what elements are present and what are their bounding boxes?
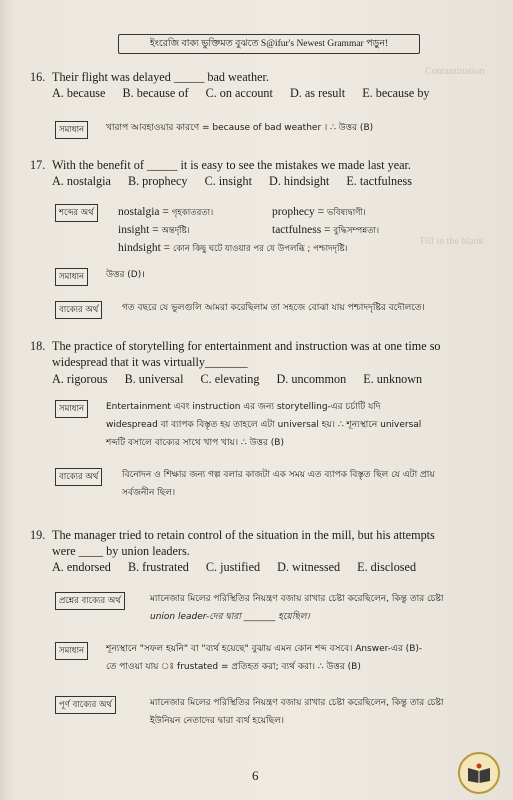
options-19 [52,560,430,575]
vocab-item: prophecy = ভবিষ্যদ্বাণী। [272,206,366,218]
solution-line: Entertainment এবং instruction এর জন্য storytelling-এর চর্চাটি যদি [106,402,381,412]
options-17 [52,174,426,189]
option-c: C. on account [205,86,273,100]
option-e: E. because by [362,86,430,100]
option-d: D. witnessed [277,560,341,574]
question-16 [30,69,269,85]
question-meaning-line: union leader-দের দ্বারা _______ হয়েছিল। [150,612,310,622]
question-number: 18. [30,339,46,353]
full-meaning-tag: পূর্ণ বাক্যের অর্থ [55,696,116,714]
options-16 [52,86,444,101]
option-d: D. uncommon [276,372,347,386]
solution-line: শব্দটি বসালে বাক্যের সাথে খাপ খায়। ∴ উত্তর (B) [106,438,284,448]
option-a: A. rigorous [52,372,108,386]
book-logo-icon [458,752,500,794]
bleed-through-text: Fill in the blank [420,236,484,247]
question-stem: With the benefit of _____ it is easy to see the mistakes we made last year. [52,158,411,172]
option-c: C. elevating [200,372,260,386]
options-18 [52,372,436,387]
question-number: 17. [30,158,46,172]
option-a: A. because [52,86,106,100]
vocab-item: insight = অন্তর্দৃষ্টি। [118,224,190,236]
sentence-meaning-tag: বাক্যের অর্থ [55,468,102,486]
banner: ইংরেজি বাক্য ভুক্তিমত বুঝতে S@ifur's Newest Grammar পড়ুন! [118,34,420,54]
question-meaning-line: ম্যানেজার মিলের পরিস্থিতির নিয়ন্ত্রণ বজায় রাখার চেষ্টা করেছিলেন, কিন্তু তার চেষ্টা [150,594,444,604]
question-17 [30,157,411,173]
question-stem-line: The manager tried to retain control of the situation in the mill, but his attempts [52,528,435,542]
bleed-through-text: Contamination [425,66,485,77]
sentence-meaning-line: বিনোদন ও শিক্ষার জন্য গল্প বলার কাজটা এক সময় এত ব্যাপক বিস্তৃত ছিল যে এটা প্রায় [122,470,435,480]
question-stem: Their flight was delayed _____ bad weather. [52,70,269,84]
sentence-meaning-line: সর্বজনীন ছিল। [122,488,176,498]
question-stem-line: were ____ by union leaders. [52,544,190,558]
option-b: B. frustrated [127,560,189,574]
word-meaning-tag: শব্দের অর্থ [55,204,98,222]
vocab-item: hindsight = কোন কিছু ঘটে যাওয়ার পর যে উপলব্ধি ; পশ্চাদদৃষ্টি। [118,242,348,254]
solution-line: widespread বা ব্যাপক বিস্তৃত হয় তাহলে এটা universal হয়। ∴ শূন্যস্থানে universal [106,420,422,430]
option-b: B. because of [122,86,189,100]
option-a: A. endorsed [52,560,111,574]
solution-tag: সমাধান [55,642,88,660]
question-19-line2 [52,543,190,559]
option-b: B. universal [124,372,184,386]
question-meaning-tag: প্রশ্নের বাক্যের অর্থ [55,592,125,610]
sentence-meaning-text: গত বছরে যে ভুলগুলি আমরা করেছিলাম তা সহজে বোঝা যায় পশ্চাদদৃষ্টির বদৌলতে। [122,303,425,313]
question-number: 19. [30,528,46,542]
page-number: 6 [252,768,259,783]
solution-tag: সমাধান [55,121,88,139]
solution-line: শূন্যস্থানে "সফল হয়নি" বা "ব্যর্থ হয়েছে" বুঝায় এমন কোন শব্দ বসবে। Answer-এর (B)- [106,644,423,654]
question-18-line2 [52,354,248,370]
option-c: C. justified [205,560,261,574]
question-18 [30,338,441,354]
question-19 [30,527,435,543]
option-d: D. as result [289,86,346,100]
solution-text: উত্তর (D)। [106,270,145,280]
vocab-item: nostalgia = গৃহকাতরতা। [118,206,214,218]
full-meaning-line: ইউনিয়ন নেতাদের দ্বারা ব্যর্থ হয়েছিল। [150,716,285,726]
question-stem-line: The practice of storytelling for entertainment and instruction was at one time so [52,339,441,353]
sentence-meaning-tag: বাক্যের অর্থ [55,301,102,319]
solution-text: খারাপ আবহাওয়ার কারণে = because of bad weather । ∴ উত্তর (B) [106,123,374,133]
option-a: A. nostalgia [52,174,111,188]
option-d: D. hindsight [269,174,330,188]
option-b: B. prophecy [127,174,188,188]
solution-line: তে পাওয়া যায় ঃ frustated = প্রতিহত করা; ব্যর্থ করা। ∴ উত্তর (B) [106,662,361,672]
option-e: E. tactfulness [346,174,413,188]
full-meaning-line: ম্যানেজার মিলের পরিস্থিতির নিয়ন্ত্রণ বজায় রাখার চেষ্টা করেছিলেন, কিন্তু তার চেষ্টা [150,698,444,708]
vocab-item: tactfulness = বুদ্ধিসম্পন্নতা। [272,224,380,236]
solution-tag: সমাধান [55,400,88,418]
option-e: E. disclosed [357,560,417,574]
solution-tag: সমাধান [55,268,88,286]
question-stem-line: widespread that it was virtually_______ [52,355,248,369]
question-number: 16. [30,70,46,84]
option-c: C. insight [204,174,252,188]
option-e: E. unknown [363,372,423,386]
